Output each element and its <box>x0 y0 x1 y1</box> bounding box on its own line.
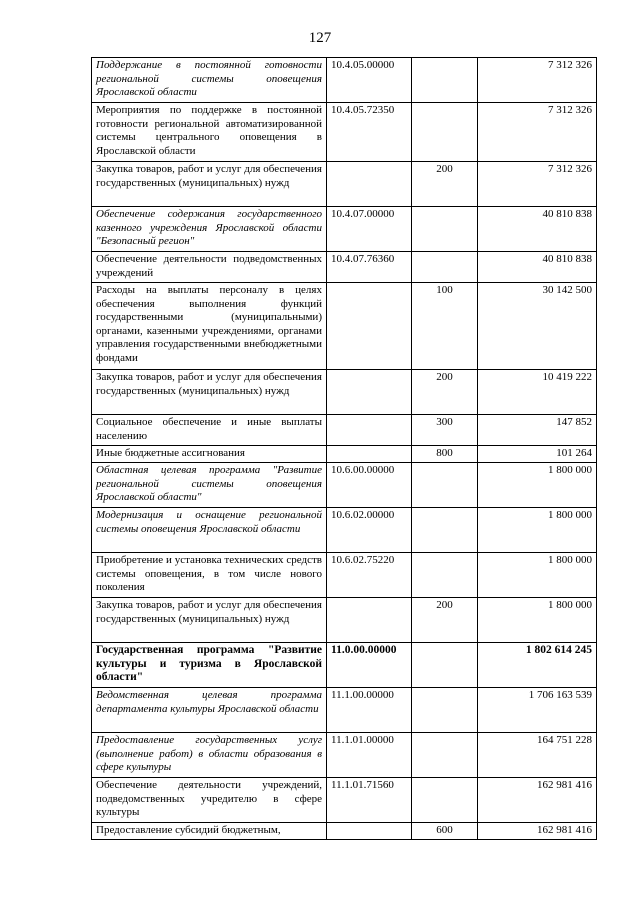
row-name-cell: Предоставление субсидий бюджетным, <box>92 823 327 840</box>
row-amount-cell: 40 810 838 <box>478 207 597 252</box>
row-code-cell: 10.6.00.00000 <box>327 463 412 508</box>
row-code-cell: 10.4.05.00000 <box>327 58 412 103</box>
row-code-cell <box>327 162 412 207</box>
row-name-cell: Закупка товаров, работ и услуг для обеспечения государственных (муниципальных) нужд <box>92 370 327 415</box>
row-expense-type-cell: 300 <box>412 415 478 446</box>
row-name-cell: Иные бюджетные ассигнования <box>92 446 327 463</box>
row-name-cell: Модернизация и оснащение региональной системы оповещения Ярославской области <box>92 508 327 553</box>
row-amount-cell: 1 800 000 <box>478 598 597 643</box>
row-name-cell: Мероприятия по поддержке в постоянной готовности региональной автоматизированной системы центрального оповещения в Ярославской области <box>92 103 327 162</box>
table-row <box>92 162 597 207</box>
table-row <box>92 103 597 162</box>
row-expense-type-cell: 100 <box>412 283 478 370</box>
row-code-cell <box>327 370 412 415</box>
row-expense-type-cell <box>412 643 478 688</box>
row-expense-type-cell: 200 <box>412 598 478 643</box>
row-amount-cell: 1 706 163 539 <box>478 688 597 733</box>
row-amount-cell: 40 810 838 <box>478 252 597 283</box>
page-number: 127 <box>308 30 332 46</box>
row-amount-cell: 30 142 500 <box>478 283 597 370</box>
row-amount-cell: 147 852 <box>478 415 597 446</box>
row-code-cell <box>327 446 412 463</box>
table-row <box>92 823 597 840</box>
table-row <box>92 252 597 283</box>
table-row <box>92 463 597 508</box>
row-amount-cell: 1 802 614 245 <box>478 643 597 688</box>
table-row <box>92 283 597 370</box>
row-code-cell <box>327 283 412 370</box>
row-name-cell: Государственная программа "Развитие культуры и туризма в Ярославской области" <box>92 643 327 688</box>
row-name-cell: Закупка товаров, работ и услуг для обеспечения государственных (муниципальных) нужд <box>92 598 327 643</box>
row-expense-type-cell <box>412 733 478 778</box>
row-expense-type-cell <box>412 688 478 733</box>
row-name-cell: Поддержание в постоянной готовности региональной системы оповещения Ярославской области <box>92 58 327 103</box>
row-amount-cell: 7 312 326 <box>478 58 597 103</box>
row-code-cell: 11.1.01.00000 <box>327 733 412 778</box>
row-code-cell: 11.0.00.00000 <box>327 643 412 688</box>
table-row <box>92 207 597 252</box>
row-amount-cell: 1 800 000 <box>478 463 597 508</box>
table-row <box>92 553 597 598</box>
table-row <box>92 598 597 643</box>
row-name-cell: Приобретение и установка технических средств системы оповещения, в том числе нового поколения <box>92 553 327 598</box>
row-amount-cell: 164 751 228 <box>478 733 597 778</box>
row-name-cell: Обеспечение содержания государственного казенного учреждения Ярославской области "Безопасный регион" <box>92 207 327 252</box>
table-row <box>92 643 597 688</box>
row-expense-type-cell: 600 <box>412 823 478 840</box>
row-expense-type-cell <box>412 103 478 162</box>
row-code-cell: 11.1.01.71560 <box>327 778 412 823</box>
table-row <box>92 446 597 463</box>
row-name-cell: Расходы на выплаты персоналу в целях обеспечения выполнения функций государственными (муниципальными) органами, казенными учреждениями, органами управления государственными внебюджетными фондами <box>92 283 327 370</box>
table-row <box>92 778 597 823</box>
row-amount-cell: 162 981 416 <box>478 778 597 823</box>
row-name-cell: Социальное обеспечение и иные выплаты населению <box>92 415 327 446</box>
row-name-cell: Областная целевая программа "Развитие региональной системы оповещения Ярославской области" <box>92 463 327 508</box>
row-code-cell <box>327 598 412 643</box>
row-code-cell: 10.6.02.00000 <box>327 508 412 553</box>
row-code-cell: 10.4.07.00000 <box>327 207 412 252</box>
table-row <box>92 370 597 415</box>
row-expense-type-cell <box>412 553 478 598</box>
table-row <box>92 733 597 778</box>
row-amount-cell: 7 312 326 <box>478 103 597 162</box>
row-expense-type-cell: 200 <box>412 162 478 207</box>
table-row <box>92 58 597 103</box>
row-code-cell <box>327 823 412 840</box>
row-expense-type-cell: 200 <box>412 370 478 415</box>
row-amount-cell: 101 264 <box>478 446 597 463</box>
budget-table <box>91 57 597 840</box>
row-amount-cell: 1 800 000 <box>478 508 597 553</box>
row-expense-type-cell <box>412 207 478 252</box>
table-row <box>92 688 597 733</box>
row-amount-cell: 162 981 416 <box>478 823 597 840</box>
row-name-cell: Предоставление государственных услуг (выполнение работ) в области образования в сфере культуры <box>92 733 327 778</box>
row-expense-type-cell <box>412 252 478 283</box>
row-code-cell: 10.4.05.72350 <box>327 103 412 162</box>
row-expense-type-cell <box>412 508 478 553</box>
budget-table-body <box>92 58 597 840</box>
row-amount-cell: 10 419 222 <box>478 370 597 415</box>
row-expense-type-cell: 800 <box>412 446 478 463</box>
row-amount-cell: 7 312 326 <box>478 162 597 207</box>
row-expense-type-cell <box>412 778 478 823</box>
row-code-cell: 11.1.00.00000 <box>327 688 412 733</box>
table-row <box>92 508 597 553</box>
row-name-cell: Закупка товаров, работ и услуг для обеспечения государственных (муниципальных) нужд <box>92 162 327 207</box>
row-code-cell: 10.6.02.75220 <box>327 553 412 598</box>
row-expense-type-cell <box>412 463 478 508</box>
row-expense-type-cell <box>412 58 478 103</box>
row-name-cell: Ведомственная целевая программа департамента культуры Ярославской области <box>92 688 327 733</box>
row-code-cell: 10.4.07.76360 <box>327 252 412 283</box>
table-row <box>92 415 597 446</box>
row-name-cell: Обеспечение деятельности подведомственных учреждений <box>92 252 327 283</box>
row-name-cell: Обеспечение деятельности учреждений, подведомственных учредителю в сфере культуры <box>92 778 327 823</box>
row-code-cell <box>327 415 412 446</box>
row-amount-cell: 1 800 000 <box>478 553 597 598</box>
